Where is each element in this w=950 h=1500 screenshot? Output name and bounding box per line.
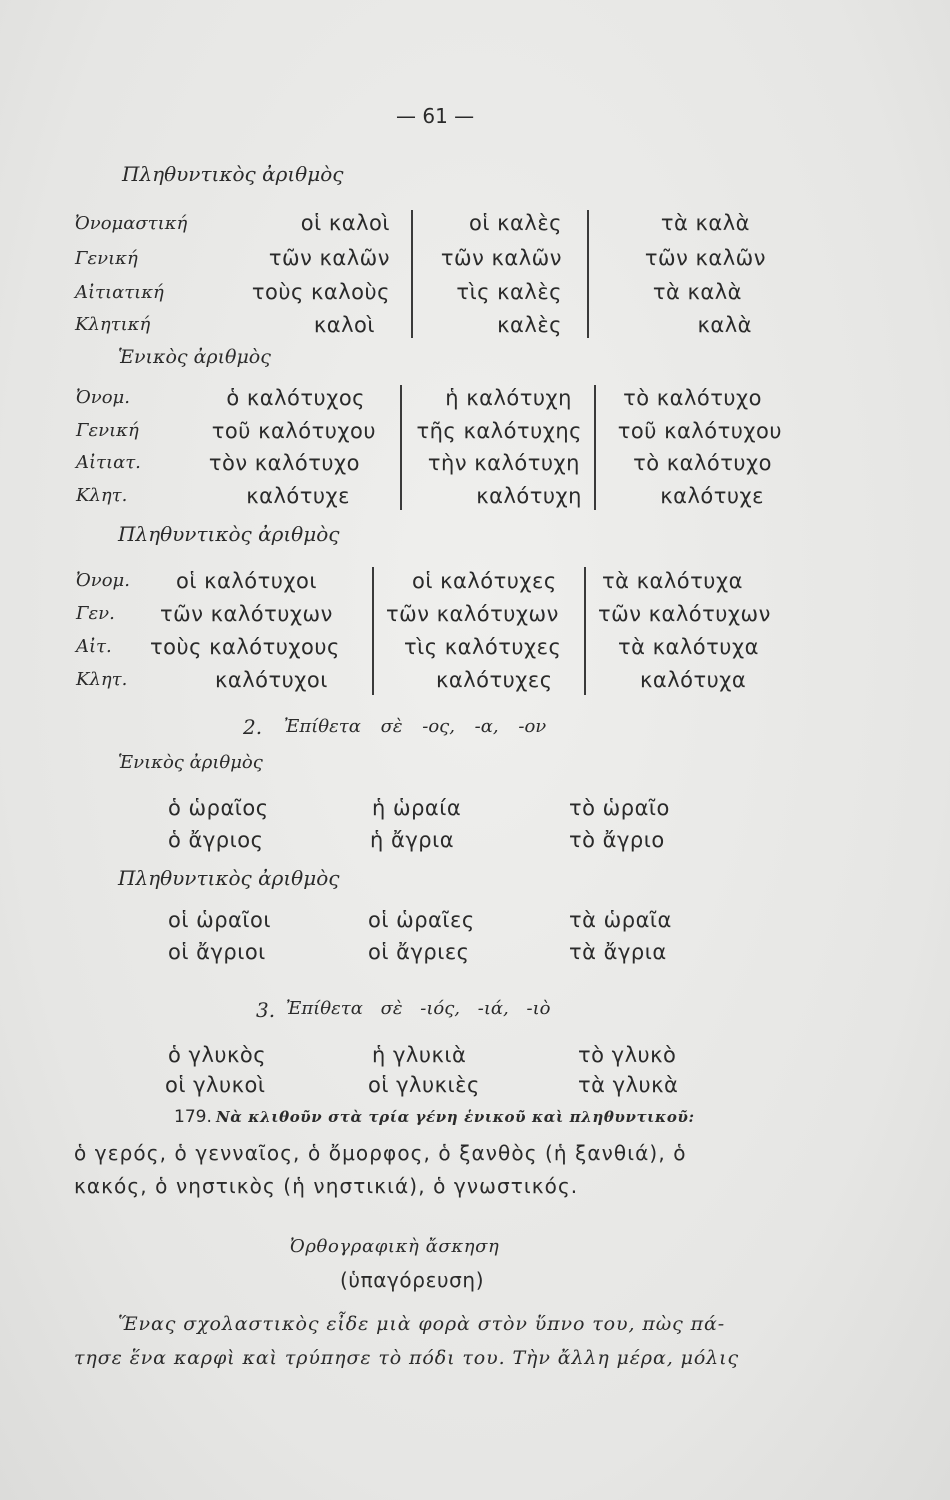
column-divider xyxy=(584,567,586,695)
case-label: Αἰτ. xyxy=(76,636,112,657)
orthography-title: Ὀρθογραφικὴ ἄσκηση xyxy=(290,1236,500,1257)
masculine-form: ὁ καλότυχος xyxy=(226,386,365,410)
case-label: Γενική xyxy=(76,420,139,441)
adjective-form: τὰ γλυκὰ xyxy=(578,1073,679,1097)
adj2-number: 2. xyxy=(243,715,263,739)
neuter-form: τῶν καλῶν xyxy=(644,246,766,270)
column-divider xyxy=(594,385,596,510)
masculine-form: καλότυχε xyxy=(246,484,350,508)
neuter-form: τὸ καλότυχο xyxy=(633,451,772,475)
adj2-plural-heading: Πληθυντικὸς ἀριθμὸς xyxy=(118,866,340,890)
page-number: — 61 — xyxy=(396,104,475,128)
column-divider xyxy=(411,210,413,338)
adjective-form: οἱ ἄγριοι xyxy=(168,940,266,964)
neuter-form: τοῦ καλότυχου xyxy=(617,419,782,443)
adjective-form: τὰ ἄγρια xyxy=(569,940,667,964)
feminine-form: τῆς καλότυχης xyxy=(416,419,582,443)
adjective-form: οἱ γλυκιὲς xyxy=(368,1073,480,1097)
neuter-form: τὰ καλότυχα xyxy=(602,569,743,593)
adjective-form: ἡ ἄγρια xyxy=(370,828,455,852)
section3-heading: Πληθυντικὸς ἀριθμὸς xyxy=(118,522,340,546)
neuter-form: καλότυχε xyxy=(660,484,764,508)
case-label: Κλητ. xyxy=(76,669,128,690)
feminine-form: οἱ καλὲς xyxy=(469,211,562,235)
masculine-form: τοὺς καλότυχους xyxy=(150,635,340,659)
neuter-form: τὸ καλότυχο xyxy=(623,386,762,410)
feminine-form: τὶς καλὲς xyxy=(456,280,562,304)
masculine-form: καλοὶ xyxy=(313,313,375,337)
case-label: Κλητ. xyxy=(76,485,128,506)
feminine-form: τὴν καλότυχη xyxy=(427,451,580,475)
adjective-form: ἡ γλυκιὰ xyxy=(372,1043,467,1067)
orthography-subtitle: (ὑπαγόρευση) xyxy=(340,1268,485,1292)
masculine-form: τὸν καλότυχο xyxy=(208,451,360,475)
adjective-form: τὸ ἄγριο xyxy=(569,828,665,852)
masculine-form: καλότυχοι xyxy=(215,668,328,692)
column-divider xyxy=(372,567,374,695)
case-label: Αἰτιατ. xyxy=(76,452,141,473)
adjective-form: τὸ ὡραῖο xyxy=(569,796,670,820)
adjective-form: ἡ ὡραία xyxy=(372,796,462,820)
adjective-form: οἱ ὡραῖες xyxy=(368,908,475,932)
column-divider xyxy=(587,210,589,338)
masculine-form: τοὺς καλοὺς xyxy=(251,280,390,304)
case-label: Κλητική xyxy=(75,314,151,335)
feminine-form: καλότυχη xyxy=(476,484,582,508)
masculine-form: τῶν καλῶν xyxy=(268,246,390,270)
adj2-title: Ἐπίθετα σὲ -ος, -α, -ον xyxy=(284,716,547,737)
adjective-form: οἱ ὡραῖοι xyxy=(168,908,271,932)
dictation-text: Ἕνας σχολαστικὸς εἶδε μιὰ φορὰ στὸν ὕπνο του, πὼς πά- xyxy=(118,1313,726,1335)
masculine-form: τοῦ καλότυχου xyxy=(211,419,376,443)
adj3-title: Ἐπίθετα σὲ -ιός, -ιά, -ιὸ xyxy=(286,998,551,1019)
feminine-form: τῶν καλότυχων xyxy=(386,602,559,626)
feminine-form: καλότυχες xyxy=(436,668,553,692)
adjective-form: τὸ γλυκὸ xyxy=(578,1043,677,1067)
masculine-form: οἱ καλότυχοι xyxy=(176,569,318,593)
feminine-form: τῶν καλῶν xyxy=(440,246,562,270)
column-divider xyxy=(400,385,402,510)
section1-heading: Πληθυντικὸς ἀριθμὸς xyxy=(122,162,344,186)
section2-heading: Ἑνικὸς ἀριθμὸς xyxy=(118,346,271,368)
neuter-form: καλότυχα xyxy=(640,668,747,692)
exercise-number: 179. xyxy=(174,1107,212,1127)
neuter-form: τὰ καλὰ xyxy=(652,280,742,304)
exercise-instruction: Νὰ κλιθοῦν στὰ τρία γένη ἑνικοῦ καὶ πληθυντικοῦ: xyxy=(216,1108,695,1126)
case-label: Γεν. xyxy=(76,603,115,624)
adjective-form: ὁ γλυκὸς xyxy=(168,1043,267,1067)
feminine-form: τὶς καλότυχες xyxy=(404,635,562,659)
feminine-form: καλὲς xyxy=(497,313,562,337)
neuter-form: τὰ καλὰ xyxy=(660,211,750,235)
feminine-form: οἱ καλότυχες xyxy=(412,569,557,593)
exercise-text: ὁ γερός, ὁ γενναῖος, ὁ ὄμορφος, ὁ ξανθὸς (ἡ ξανθιά), ὁ xyxy=(74,1141,687,1165)
case-label: Ὀνομ. xyxy=(76,387,130,408)
adj2-singular-heading: Ἑνικὸς ἀριθμὸς xyxy=(118,752,263,773)
neuter-form: καλὰ xyxy=(697,313,752,337)
adjective-form: ὁ ὡραῖος xyxy=(168,796,269,820)
masculine-form: οἱ καλοὶ xyxy=(300,211,390,235)
feminine-form: ἡ καλότυχη xyxy=(445,386,572,410)
case-label: Ὀνομαστική xyxy=(75,213,188,234)
case-label: Γενική xyxy=(75,248,138,269)
masculine-form: τῶν καλότυχων xyxy=(160,602,333,626)
case-label: Ὀνομ. xyxy=(76,570,130,591)
adjective-form: οἱ ἄγριες xyxy=(368,940,470,964)
case-label: Αἰτιατική xyxy=(75,282,164,303)
dictation-text: τησε ἕνα καρφὶ καὶ τρύπησε τὸ πόδι του. Τὴν ἄλλη μέρα, μόλις xyxy=(74,1347,740,1369)
neuter-form: τῶν καλότυχων xyxy=(598,602,771,626)
adjective-form: ὁ ἄγριος xyxy=(168,828,264,852)
adjective-form: οἱ γλυκοὶ xyxy=(165,1073,266,1097)
neuter-form: τὰ καλότυχα xyxy=(618,635,759,659)
adj3-number: 3. xyxy=(256,998,276,1022)
adjective-form: τὰ ὡραῖα xyxy=(569,908,672,932)
exercise-text: κακός, ὁ νηστικὸς (ἡ νηστικιά), ὁ γνωστικός. xyxy=(74,1174,579,1198)
